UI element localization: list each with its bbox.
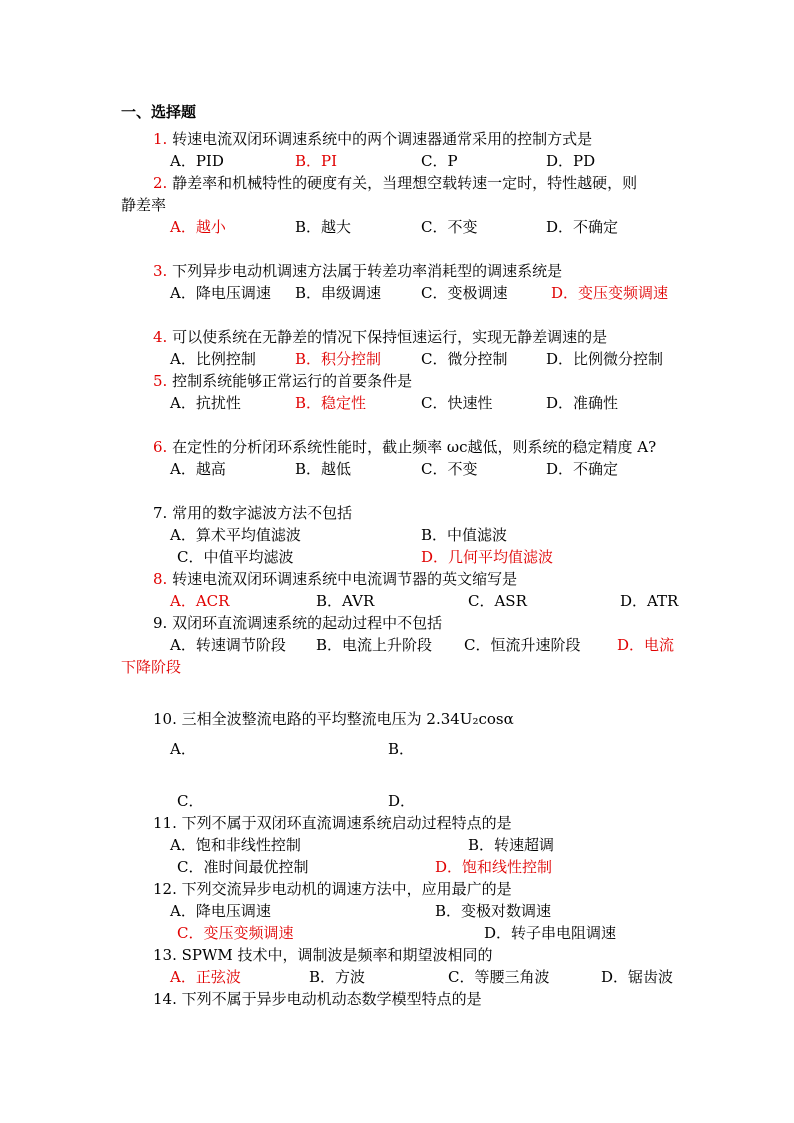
question-number: 8. — [153, 570, 168, 588]
question-text: 三相全波整流电路的平均整流电压为 2.34U₂cosα — [181, 710, 514, 728]
option-b: B．AVR — [316, 592, 375, 610]
question-text: 可以使系统在无静差的情况下保持恒速运行，实现无静差调速的是 — [172, 328, 608, 346]
question-number: 10. — [153, 710, 177, 728]
option-c: C．中值平均滤波 — [177, 548, 294, 566]
question-2 — [153, 173, 637, 193]
question-text: 转速电流双闭环调速系统中的两个调速器通常采用的控制方式是 — [172, 130, 593, 148]
option-d: D．变压变频调速 — [551, 284, 669, 302]
option-d: D．转子串电阻调速 — [484, 924, 617, 942]
question-12 — [153, 879, 512, 899]
option-d: D．准确性 — [546, 394, 619, 412]
question-text: 下列不属于双闭环直流调速系统启动过程特点的是 — [181, 814, 512, 832]
question-6 — [153, 437, 656, 457]
option-b: B．稳定性 — [295, 394, 367, 412]
option-b: B．电流上升阶段 — [316, 636, 433, 654]
option-a: A．正弦波 — [170, 968, 241, 986]
question-text: 静差率和机械特性的硬度有关，当理想空载转速一定时，特性越硬，则 — [172, 174, 638, 192]
question-text: 控制系统能够正常运行的首要条件是 — [172, 372, 413, 390]
question-number: 1. — [153, 130, 168, 148]
question-13 — [153, 945, 493, 965]
option-d: D．ATR — [620, 592, 679, 610]
option-a: A．ACR — [170, 592, 230, 610]
question-14 — [153, 989, 482, 1009]
option-a: A． — [170, 740, 196, 758]
option-b: B．积分控制 — [295, 350, 382, 368]
option-b: B．变极对数调速 — [435, 902, 552, 920]
option-d: D．PD — [546, 152, 596, 170]
question-text: 下列交流异步电动机的调速方法中，应用最广的是 — [181, 880, 512, 898]
option-c: C．ASR — [468, 592, 527, 610]
option-a: A．降电压调速 — [170, 902, 271, 920]
option-c: C．恒流升速阶段 — [464, 636, 581, 654]
option-b: B．中值滤波 — [421, 526, 508, 544]
question-number: 4. — [153, 328, 168, 346]
option-a: A．越小 — [170, 218, 226, 236]
question-text: SPWM 技术中，调制波是频率和期望波相同的 — [181, 946, 493, 964]
question-number: 3. — [153, 262, 168, 280]
option-c: C．变极调速 — [421, 284, 508, 302]
question-text: 在定性的分析闭环系统性能时，截止频率 ωc越低，则系统的稳定精度 A? — [172, 438, 657, 456]
section-title: 一、选择题 — [121, 103, 197, 121]
option-c: C．不变 — [421, 460, 478, 478]
question-8 — [153, 569, 517, 589]
question-text: 下列不属于异步电动机动态数学模型特点的是 — [181, 990, 482, 1008]
option-d-continued: 下降阶段 — [121, 658, 182, 676]
question-5 — [153, 371, 412, 391]
option-a: A．抗扰性 — [170, 394, 241, 412]
question-3 — [153, 261, 562, 281]
option-b: B． — [388, 740, 415, 758]
question-number: 12. — [153, 880, 177, 898]
option-d: D．不确定 — [546, 460, 619, 478]
option-c: C．不变 — [421, 218, 478, 236]
question-11 — [153, 813, 512, 833]
option-d: D．几何平均值滤波 — [421, 548, 554, 566]
option-b: B．方波 — [309, 968, 366, 986]
option-b: B．越大 — [295, 218, 352, 236]
option-b: B．串级调速 — [295, 284, 382, 302]
option-a: A．越高 — [170, 460, 226, 478]
option-c: C．等腰三角波 — [448, 968, 550, 986]
question-number: 7. — [153, 504, 168, 522]
question-text: 下列异步电动机调速方法属于转差功率消耗型的调速系统是 — [172, 262, 563, 280]
option-d: D．锯齿波 — [601, 968, 674, 986]
question-number: 5. — [153, 372, 168, 390]
option-b: B．转速超调 — [468, 836, 555, 854]
question-1 — [153, 129, 592, 149]
option-a: A．饱和非线性控制 — [170, 836, 301, 854]
question-text: 常用的数字滤波方法不包括 — [172, 504, 353, 522]
option-a: A．比例控制 — [170, 350, 256, 368]
option-c: C．变压变频调速 — [177, 924, 294, 942]
option-d: D．比例微分控制 — [546, 350, 664, 368]
question-text: 转速电流双闭环调速系统中电流调节器的英文缩写是 — [172, 570, 518, 588]
option-c: C． — [177, 792, 204, 810]
option-c: C．准时间最优控制 — [177, 858, 309, 876]
question-number: 14. — [153, 990, 177, 1008]
question-7 — [153, 503, 352, 523]
option-a: A．降电压调速 — [170, 284, 271, 302]
question-9 — [153, 613, 442, 633]
option-c: C．P — [421, 152, 458, 170]
question-text-continued: 静差率 — [121, 196, 167, 214]
option-c: C．微分控制 — [421, 350, 508, 368]
option-a: A．PID — [170, 152, 224, 170]
question-number: 9. — [153, 614, 168, 632]
option-a: A．算术平均值滤波 — [170, 526, 301, 544]
option-c: C．快速性 — [421, 394, 493, 412]
question-number: 2. — [153, 174, 168, 192]
question-number: 11. — [153, 814, 177, 832]
option-a: A．转速调节阶段 — [170, 636, 286, 654]
option-b: B．PI — [295, 152, 338, 170]
question-number: 6. — [153, 438, 168, 456]
option-d: D．饱和线性控制 — [435, 858, 553, 876]
option-b: B．越低 — [295, 460, 352, 478]
question-number: 13. — [153, 946, 177, 964]
option-d: D．不确定 — [546, 218, 619, 236]
question-10 — [153, 709, 514, 729]
question-4 — [153, 327, 607, 347]
option-d: D．电流 — [617, 636, 675, 654]
option-d: D． — [388, 792, 416, 810]
question-text: 双闭环直流调速系统的起动过程中不包括 — [172, 614, 443, 632]
